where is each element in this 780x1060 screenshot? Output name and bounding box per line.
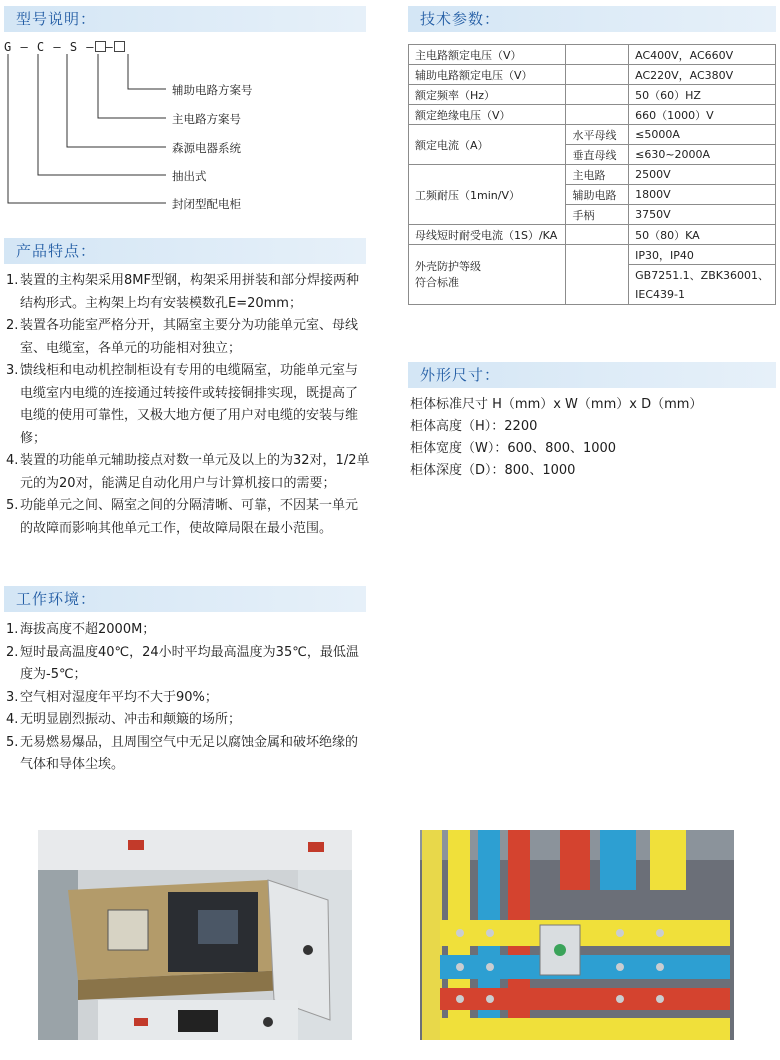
feature-item: 3. 馈线柜和电动机控制柜设有专用的电缆隔室，功能单元室与电缆室内电缆的连接通过转接件或转接铜排实现，既提高了电缆的使用可靠性，又极大地方便了用户对电缆的安装与维修；: [6, 363, 359, 446]
spec-row: 工频耐压（1min/V） 主电路 2500V: [409, 165, 776, 185]
spec-row: 手柄 3750V: [409, 205, 776, 225]
spec-row: 主电路额定电压（V） AC400V，AC660V: [409, 45, 776, 65]
dimensions-standard: 柜体标准尺寸 H（mm）x W（mm）x D（mm）: [410, 397, 703, 412]
features-list: [6, 270, 370, 540]
spec-row: 辅助电路 1800V: [409, 185, 776, 205]
model-label-enclosed: 封闭型配电柜: [172, 197, 241, 211]
features-section-title: 产品特点：: [16, 242, 97, 260]
model-code-diagram: [0, 0, 400, 220]
dimensions-section-header: [408, 362, 776, 388]
spec-table: [408, 44, 776, 305]
spec-row: IEC439-1: [409, 285, 776, 305]
environment-list: [6, 619, 370, 777]
feature-item: 5. 功能单元之间、隔室之间的分隔清晰、可靠，不因某一单元的故障而影响其他单元工作，使故障局限在最小范围。: [6, 498, 359, 536]
environment-item: 5. 无易燃易爆品，且周围空气中无足以腐蚀金属和破坏绝缘的气体和导体尘埃。: [6, 734, 359, 772]
model-code: G — C — S — —: [4, 40, 125, 54]
model-label-main-scheme: 主电路方案号: [172, 112, 241, 126]
feature-item: 2. 装置各功能室严格分开，其隔室主要分为功能单元室、母线室、电缆室，各单元的功能相对独立；: [6, 318, 359, 356]
dimensions-section-title: 外形尺寸：: [420, 366, 501, 384]
feature-item: 1. 装置的主构架采用8MF型钢，构架采用拼装和部分焊接两种结构形式。主构架上均有安装模数孔E=20mm；: [6, 273, 359, 311]
environment-item: 2. 短时最高温度40℃，24小时平均最高温度为35℃，最低温度为-5℃；: [6, 644, 359, 682]
environment-section-title: 工作环境：: [16, 590, 97, 608]
drawer-unit-photo: [38, 830, 352, 1040]
spec-row: 外壳防护等级 符合标准 IP30，IP40: [409, 245, 776, 265]
dimensions-list: [410, 394, 702, 482]
spec-row: GB7251.1、ZBK36001、: [409, 265, 776, 285]
spec-row: 额定频率（Hz） 50（60）HZ: [409, 85, 776, 105]
dimensions-height: 柜体高度（H）：2200: [410, 419, 538, 434]
tech-section-header: [408, 6, 776, 32]
spec-row: 母线短时耐受电流（1S）/KA 50（80）KA: [409, 225, 776, 245]
environment-item: 1. 海拔高度不超2000M；: [6, 622, 156, 637]
spec-row: 额定绝缘电压（V） 660（1000）V: [409, 105, 776, 125]
model-section-title: 型号说明：: [16, 10, 97, 28]
environment-item: 3. 空气相对湿度年平均不大于90%；: [6, 689, 218, 705]
dimensions-width: 柜体宽度（W）：600、800、1000: [410, 441, 617, 456]
model-label-drawout: 抽出式: [172, 169, 207, 183]
spec-row: 垂直母线 ≤630~2000A: [409, 145, 776, 165]
model-label-system: 森源电器系统: [172, 141, 241, 155]
environment-item: 4. 无明显剧烈振动、冲击和颠簸的场所；: [6, 712, 242, 727]
model-label-aux-scheme: 辅助电路方案号: [172, 83, 253, 97]
spec-row: 额定电流（A） 水平母线 ≤5000A: [409, 125, 776, 145]
spec-row: 辅助电路额定电压（V） AC220V，AC380V: [409, 65, 776, 85]
environment-section-header: [4, 586, 366, 612]
busbar-photo: [420, 830, 734, 1040]
dimensions-depth: 柜体深度（D）：800、1000: [410, 463, 576, 478]
features-section-header: [4, 238, 366, 264]
tech-section-title: 技术参数：: [420, 10, 501, 28]
feature-item: 4. 装置的功能单元辅助接点对数一单元及以上的为32对，1/2单元的为20对，能满足自动化用户与计算机接口的需要；: [6, 453, 370, 491]
